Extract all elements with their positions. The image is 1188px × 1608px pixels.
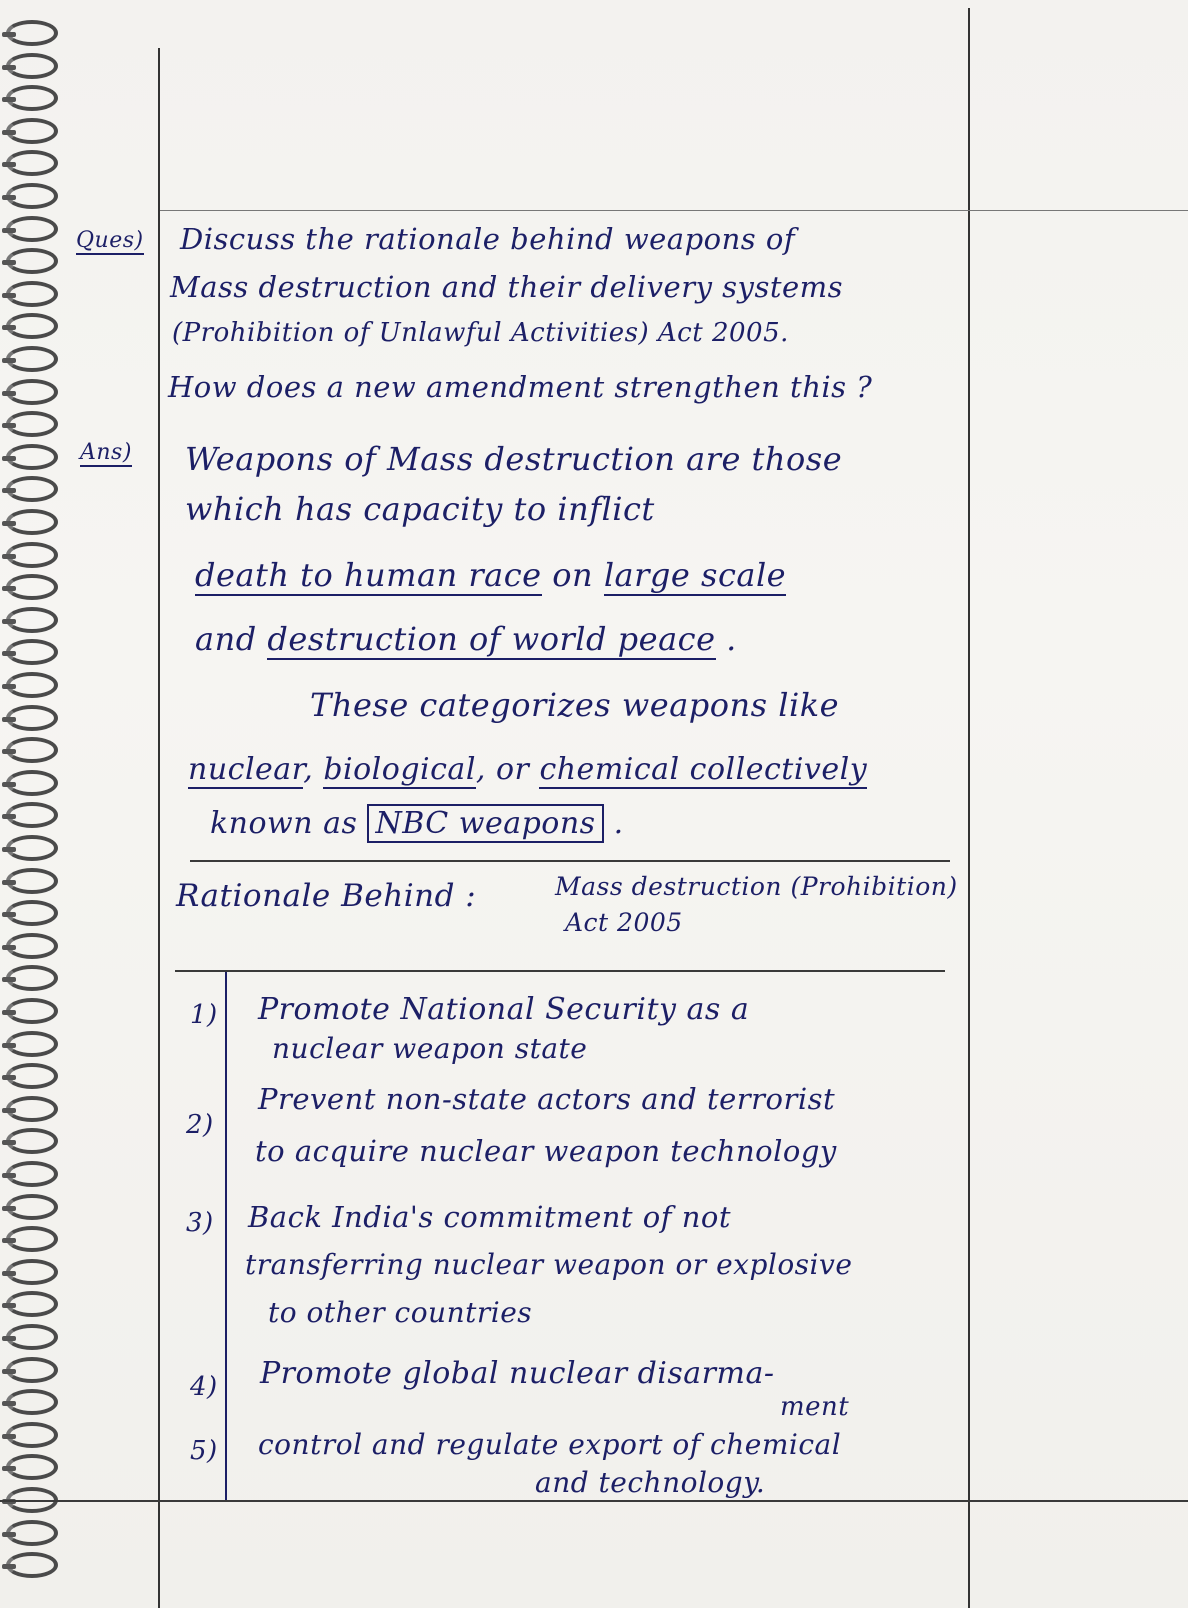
underline-nuclear: nuclear [188,752,304,787]
word-and: and [195,620,257,658]
spiral-binding [0,20,70,1600]
rationale-divider-2 [175,970,945,972]
spiral-ring [6,1161,58,1187]
spiral-ring [6,802,58,828]
point-2-line-2: to acquire nuclear weapon technology [255,1134,837,1168]
question-marker: Ques) [76,228,144,253]
answer-intro-line-1: Weapons of Mass destruction are those [185,440,843,478]
underline-destruction-of-world-peace: destruction of world peace [267,620,716,658]
point-5-line-1: control and regulate export of chemical [258,1428,842,1461]
spiral-ring [6,85,58,111]
categories-line-3 [210,806,624,841]
period: . [613,806,624,841]
spiral-ring [6,444,58,470]
point-5-line-2: and technology. [535,1466,766,1499]
comma: , [303,752,324,787]
spiral-ring [6,1291,58,1317]
rationale-act-line-1: Mass destruction (Prohibition) [555,872,958,901]
top-rule-line [160,210,1188,211]
known-as: known as [210,806,358,841]
point-1-number: 1) [190,1000,218,1030]
point-4-line-2: ment [780,1392,850,1422]
spiral-ring [6,965,58,991]
spiral-ring [6,20,58,46]
spiral-ring [6,118,58,144]
spiral-ring [6,411,58,437]
point-1-line-1: Promote National Security as a [258,992,750,1027]
point-1-line-2: nuclear weapon state [272,1032,588,1065]
spiral-ring [6,1422,58,1448]
spiral-ring [6,183,58,209]
underline-chemical-collectively: chemical collectively [539,752,868,787]
spiral-ring [6,346,58,372]
rationale-divider-1 [190,860,950,862]
margin-line [158,48,160,1608]
spiral-ring [6,281,58,307]
spiral-ring [6,1096,58,1122]
spiral-ring [6,1552,58,1578]
spiral-ring [6,1357,58,1383]
answer-marker: Ans) [80,440,132,465]
spiral-ring [6,248,58,274]
point-3-line-1: Back India's commitment of not [248,1200,732,1234]
point-2-line-1: Prevent non-state actors and terrorist [258,1082,836,1116]
spiral-ring [6,933,58,959]
spiral-ring [6,639,58,665]
right-edge-line [968,8,970,1608]
word-on: on [552,556,594,594]
point-4-line-1: Promote global nuclear disarma- [260,1356,775,1391]
point-5-number: 5) [190,1436,218,1466]
underline-biological: biological [323,752,476,787]
point-4-number: 4) [190,1372,218,1402]
answer-intro-line-4 [195,620,737,658]
point-3-number: 3) [186,1208,214,1238]
or-text: , or [475,752,540,787]
spiral-ring [6,998,58,1024]
spiral-ring [6,509,58,535]
answer-intro-line-3 [195,556,786,594]
spiral-ring [6,542,58,568]
question-line-4: How does a new amendment strengthen this ? [168,370,873,404]
spiral-ring [6,313,58,339]
period: . [726,620,737,658]
spiral-ring [6,53,58,79]
spiral-ring [6,216,58,242]
spiral-ring [6,1324,58,1350]
question-line-3: (Prohibition of Unlawful Activities) Act 2005. [172,318,789,348]
points-vertical-line [225,972,227,1500]
spiral-ring [6,574,58,600]
point-3-line-2: transferring nuclear weapon or explosive [245,1248,853,1281]
spiral-ring [6,835,58,861]
rationale-heading: Rationale Behind : [176,878,477,914]
spiral-ring [6,150,58,176]
spiral-ring [6,900,58,926]
spiral-ring [6,476,58,502]
spiral-ring [6,1194,58,1220]
spiral-ring [6,1454,58,1480]
point-3-line-3: to other countries [268,1296,533,1329]
categories-line-1: These categorizes weapons like [310,686,840,724]
spiral-ring [6,868,58,894]
underline-death-to-human-race: death to human race [195,556,542,594]
spiral-ring [6,770,58,796]
answer-intro-line-2: which has capacity to inflict [185,490,655,528]
spiral-ring [6,1031,58,1057]
spiral-ring [6,1520,58,1546]
spiral-ring [6,705,58,731]
question-line-1: Discuss the rationale behind weapons of [180,222,796,256]
rationale-act-line-2: Act 2005 [565,908,683,937]
boxed-nbc-weapons: NBC weapons [367,804,603,843]
spiral-ring [6,1389,58,1415]
question-line-2: Mass destruction and their delivery systems [170,270,844,304]
spiral-ring [6,1063,58,1089]
spiral-ring [6,1259,58,1285]
bottom-rule-line [0,1500,1188,1502]
spiral-ring [6,672,58,698]
spiral-ring [6,607,58,633]
spiral-ring [6,737,58,763]
categories-line-2 [188,752,867,787]
spiral-ring [6,379,58,405]
spiral-ring [6,1128,58,1154]
underline-large-scale: large scale [603,556,787,594]
point-2-number: 2) [186,1110,214,1140]
spiral-ring [6,1226,58,1252]
